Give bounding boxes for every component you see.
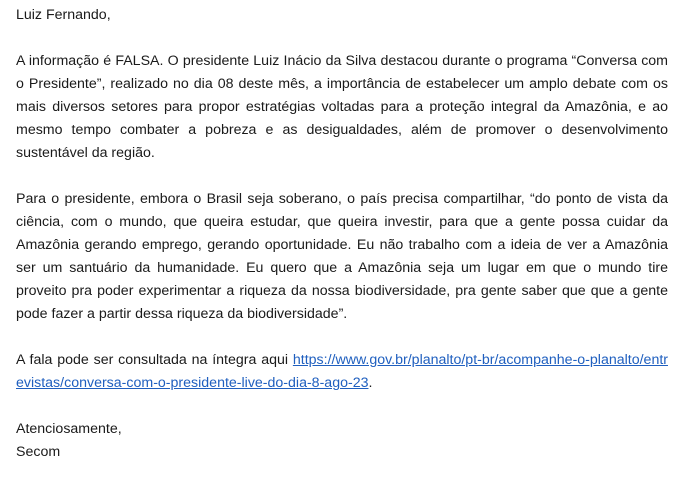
signature: Secom [16, 444, 61, 460]
paragraph-1: A informação é FALSA. O presidente Luiz Inácio da Silva destacou durante o programa “Conversa com o Presidente”, realizado no dia 08 deste mês, a importância de estabelecer um amplo debate com os mais diversos setores para propor estratégias voltadas para a proteção integral da Amazônia, e ao mesmo tempo combater a pobreza e as desigualdades, além de promover o desenvolvimento sustentável da região. [16, 53, 668, 161]
paragraph-2: Para o presidente, embora o Brasil seja soberano, o país precisa compartilhar, “do ponto de vista da ciência, com o mundo, que queira estudar, que queira investir, para que a gente possa cuidar da Amazônia gerando emprego, gerando oportunidade. Eu não trabalho com a ideia de ver a Amazônia ser um santuário da humanidade. Eu quero que a Amazônia seja um lugar em que o mundo tire proveito pra poder experimentar a riqueza da nossa biodiversidade, pra gente saber que que a gente pode fazer a partir dessa riqueza da biodiversidade”. [16, 191, 668, 322]
spacer [16, 165, 668, 188]
paragraph-3 [16, 349, 668, 395]
source-link[interactable]: https://www.gov.br/planalto/pt-br/acompanhe-o-planalto/entrevistas/conversa-com-o-presidente-live-do-dia-8-ago-23 [16, 352, 668, 391]
email-body [16, 4, 668, 464]
paragraph-3-suffix: . [368, 375, 373, 391]
spacer [16, 326, 668, 349]
spacer [16, 395, 668, 418]
closing: Atenciosamente, [16, 421, 122, 437]
spacer [16, 27, 668, 50]
paragraph-3-prefix: A fala pode ser consultada na íntegra aqui [16, 352, 293, 368]
greeting: Luiz Fernando, [16, 7, 111, 23]
